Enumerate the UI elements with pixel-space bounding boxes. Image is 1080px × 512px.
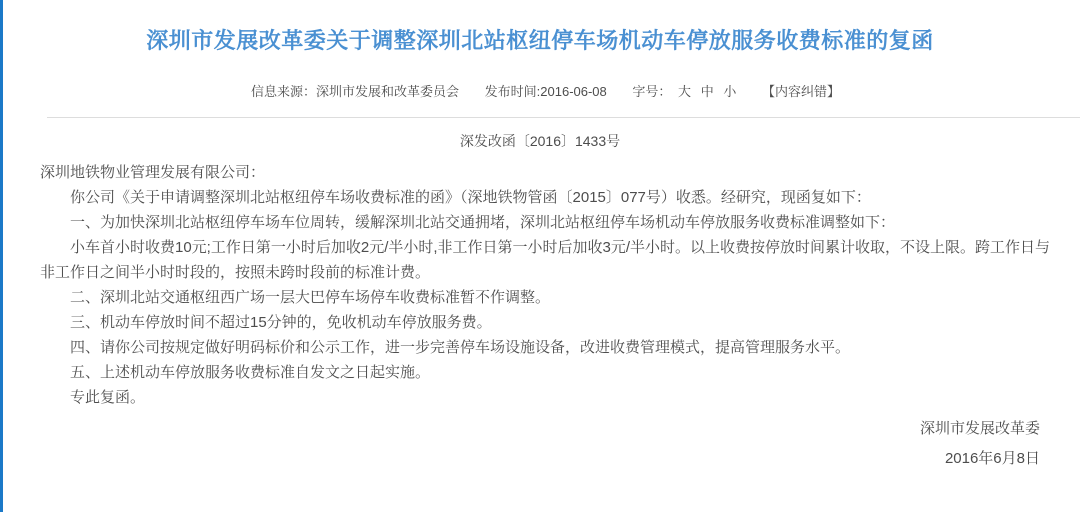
paragraph-item-4: 四、请你公司按规定做好明码标价和公示工作，进一步完善停车场设施设备，改进收费管理模式，提高管理服务水平。 <box>70 338 851 356</box>
salutation: 深圳地铁物业管理发展有限公司： <box>40 163 266 181</box>
paragraph-closing: 专此复函。 <box>70 388 146 406</box>
article-meta-bar <box>0 81 1080 100</box>
info-source: 信息来源：深圳市发展和改革委员会 <box>251 83 460 99</box>
font-size-label: 字号： <box>632 83 672 99</box>
font-size-control <box>632 84 743 99</box>
document-body <box>40 160 1063 410</box>
publish-time: 发布时间:2016-06-08 <box>484 83 607 99</box>
signature-date: 2016年6月8日 <box>944 449 1040 467</box>
font-size-large-button[interactable]: 大 <box>678 83 692 99</box>
paragraph-item-1: 一、为加快深圳北站枢纽停车场车位周转，缓解深圳北站交通拥堵，深圳北站枢纽停车场机动车停放服务收费标准调整如下： <box>70 213 896 231</box>
paragraph-item-2: 二、深圳北站交通枢纽西广场一层大巴停车场停车收费标准暂不作调整。 <box>70 288 551 306</box>
font-size-small-button[interactable]: 小 <box>723 83 737 99</box>
page-title: 深圳市发展改革委关于调整深圳北站枢纽停车场机动车停放服务收费标准的复函 <box>146 28 934 53</box>
font-size-medium-button[interactable]: 中 <box>700 83 714 99</box>
paragraph-item-5: 五、上述机动车停放服务收费标准自发文之日起实施。 <box>70 363 431 381</box>
signature-issuer: 深圳市发展改革委 <box>919 419 1040 437</box>
content-correction-link[interactable]: 【内容纠错】 <box>761 83 840 99</box>
paragraph-item-1-detail: 小车首小时收费10元;工作日第一小时后加收2元/半小时,非工作日第一小时后加收3元/半小时。以上收费按停放时间累计收取，不设上限。跨工作日与非工作日之间半小时时段的，按照未跨时段前的标准计费。 <box>40 238 1051 281</box>
paragraph-intro: 你公司《关于申请调整深圳北站枢纽停车场收费标准的函》（深地铁物管函〔2015〕077号）收悉。经研究，现函复如下： <box>70 188 871 206</box>
signature-block <box>0 414 1040 474</box>
document-number: 深发改函〔2016〕1433号 <box>459 132 621 149</box>
header-divider <box>47 117 1080 118</box>
paragraph-item-3: 三、机动车停放时间不超过15分钟的，免收机动车停放服务费。 <box>70 313 492 331</box>
